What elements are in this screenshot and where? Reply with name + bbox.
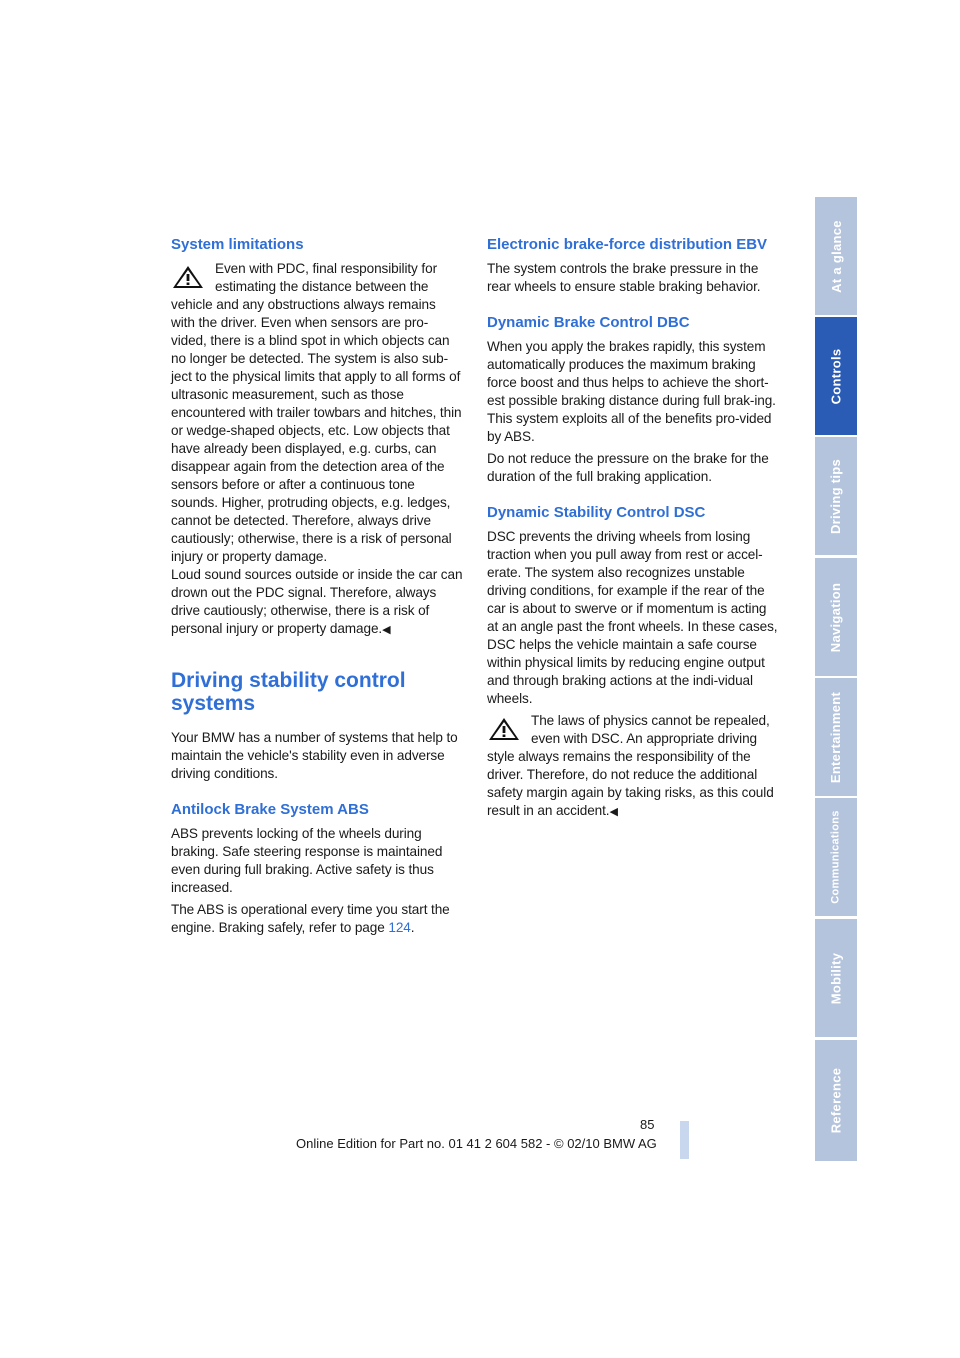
- dbc-paragraph-2: Do not reduce the pressure on the brake for the duration of the full braking application.: [487, 451, 769, 484]
- intro-paragraph: Your BMW has a number of systems that help to maintain the vehicle's stability even in adverse driving conditions.: [171, 730, 458, 781]
- tab-label: Reference: [828, 1067, 844, 1134]
- tab-label: At a glance: [828, 219, 844, 293]
- warning-pdc-text-2: Loud sound sources outside or inside the car can drown out the PDC signal. Therefore, always drive cautiously; otherwise, there is a risk of personal injury or property damage.: [171, 567, 463, 636]
- tab-label: Navigation: [828, 582, 844, 652]
- dsc-paragraph: DSC prevents the driving wheels from losing traction when you pull away from rest or accel-erate. The system also recognizes unstable driving conditions, for example if the rear of the car is about to swerve or if momentum is acting at an angle past the front wheels. In these cases, DSC helps the vehicle maintain a safe course within physical limits by reducing engine output and through braking actions at the indi-vidual wheels.: [487, 529, 778, 706]
- warning-dsc: [487, 712, 779, 821]
- abs-heading: Antilock Brake System ABS: [171, 801, 369, 818]
- tab-driving-tips[interactable]: [815, 437, 857, 555]
- tab-entertainment[interactable]: [815, 678, 857, 796]
- warning-triangle-icon: [487, 716, 521, 742]
- footer-edition: Online Edition for Part no. 01 41 2 604 582 - © 02/10 BMW AG: [296, 1136, 657, 1151]
- warning-pdc-text: Even with PDC, final responsibility for estimating the distance between the vehicle and any obstructions always remains with the driver. Even when sensors are pro-vided, there is a blind spot in which objects can no longer be detected. The system is also sub-ject to the physical limits that apply to all forms of ultrasonic measurement, such as those encountered with trailer towbars and hitches, thin or wedge-shaped objects, etc. Low objects that have already been displayed, e.g. curbs, can disappear again from the detection area of the sensors before or after a continuous tone sounds. Higher, protruding objects, e.g. ledges, cannot be detected. Therefore, always drive cautiously; otherwise, there is a risk of personal injury or property damage.: [171, 261, 462, 564]
- page-marker-bar: [680, 1121, 689, 1159]
- page-number: 85: [640, 1117, 655, 1132]
- tab-reference[interactable]: [815, 1040, 857, 1161]
- chapter-sidebar: [815, 197, 857, 1161]
- tab-controls[interactable]: [815, 317, 857, 435]
- ebv-heading: Electronic brake-force distribution EBV: [487, 236, 768, 253]
- section-heading: Driving stability control systems: [171, 669, 406, 715]
- tab-communications[interactable]: [815, 798, 857, 916]
- abs-paragraph-2-end: .: [410, 920, 415, 935]
- end-mark-icon: ◀: [609, 806, 618, 818]
- abs-paragraph-2: [171, 901, 463, 937]
- left-column: [171, 230, 463, 941]
- right-column: [487, 230, 779, 825]
- tab-label: Communications: [830, 810, 842, 904]
- ebv-paragraph: The system controls the brake pressure in the rear wheels to ensure stable braking behavior.: [487, 261, 761, 294]
- dbc-heading: Dynamic Brake Control DBC: [487, 314, 690, 331]
- warning-pdc: [171, 260, 463, 639]
- dbc-paragraph-1: When you apply the brakes rapidly, this system automatically produces the maximum braking force boost and thus helps to achieve the short-est possible braking distance during full brak-ing. This system exploits all of the benefits pro-vided by ABS.: [487, 339, 776, 444]
- tab-navigation[interactable]: [815, 558, 857, 676]
- tab-label: Entertainment: [828, 691, 844, 783]
- dsc-heading: Dynamic Stability Control DSC: [487, 504, 706, 521]
- system-limitations-heading: System limitations: [171, 236, 304, 253]
- abs-paragraph-2-text: The ABS is operational every time you start the engine. Braking safely, refer to page: [171, 902, 450, 935]
- tab-mobility[interactable]: [815, 919, 857, 1037]
- tab-label: Controls: [828, 348, 844, 404]
- warning-triangle-icon: [171, 264, 205, 290]
- tab-at-a-glance[interactable]: [815, 197, 857, 315]
- tab-label: Driving tips: [828, 458, 844, 534]
- warning-dsc-text: The laws of physics cannot be repealed, even with DSC. An appropriate driving style always remains the responsibility of the driver. Therefore, do not reduce the additional safety margin again by taking risks, as this could result in an accident.: [487, 713, 774, 818]
- page-reference-link[interactable]: 124: [388, 920, 411, 935]
- tab-label: Mobility: [828, 952, 844, 1004]
- abs-paragraph-1: ABS prevents locking of the wheels during braking. Safe steering response is maintained even during full braking. Active safety is thus increased.: [171, 826, 443, 895]
- end-mark-icon: ◀: [382, 624, 391, 636]
